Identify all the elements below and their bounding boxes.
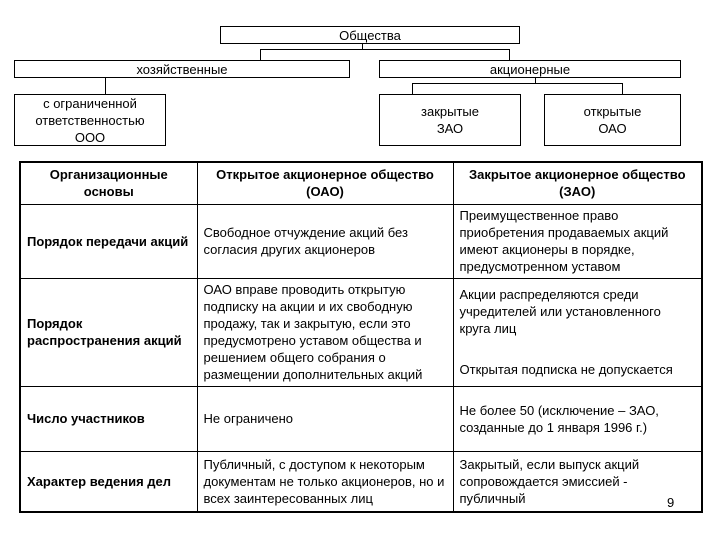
cell-oao: Не ограничено [197,386,453,451]
comparison-table [19,161,703,513]
node-khozyaistvennye [14,60,350,78]
cell-oao: Свободное отчуждение акций без согласия других акционеров [197,204,453,278]
table-header-row [20,162,702,204]
node-obshchestva [220,26,520,44]
node-ooo [14,94,166,146]
node-label: ЗАО [436,121,464,136]
header-osnovy: Организационные основы [20,162,197,204]
node-label: хозяйственные [136,61,228,77]
cell-zao: Не более 50 (исключение – ЗАО, созданные до 1 января 1996 г.) [453,386,702,451]
node-label: акционерные [489,61,571,77]
node-label: ОАО [598,121,627,136]
connector [412,83,623,84]
row-label: Число участников [20,386,197,451]
table-row [20,278,702,386]
header-oao: Открытое акционерное общество (ОАО) [197,162,453,204]
connector [105,77,106,94]
row-label: Характер ведения дел [20,451,197,512]
cell-zao: Преимущественное право приобретения продаваемых акций имеют акционеры в порядке, предусмотренном уставом [453,204,702,278]
node-aktsionernye [379,60,681,78]
connector [509,49,510,60]
connector [260,49,510,50]
page-number: 9 [667,495,675,510]
node-label: ответственностью [35,112,145,128]
node-label: Общества [339,27,401,43]
cell-oao: Публичный, с доступом к некоторым документам не только акционеров, но и всех заинтересованных лиц [197,451,453,512]
table-row [20,204,702,278]
cell-zao [453,278,702,386]
table-row [20,451,702,512]
row-label: Порядок распространения акций [20,278,197,386]
cell-text: Открытая подписка не допускается [459,362,673,377]
row-label: Порядок передачи акций [20,204,197,278]
connector [622,83,623,94]
node-label: закрытые [421,104,479,119]
connector [412,83,413,94]
node-label: ООО [74,129,106,145]
header-zao: Закрытое акционерное общество (ЗАО) [453,162,702,204]
cell-oao: ОАО вправе проводить открытую подписку на акции и их свободную продажу, так и закрытую, если это предусмотрено уставом общества и решением общего собрания о размещении дополнительных акций [197,278,453,386]
cell-text: Акции распределяются среди учредителей или установленного круга лиц [459,287,661,336]
node-label: открытые [583,104,642,119]
cell-zao: Закрытый, если выпуск акций сопровождается эмиссией - публичный [453,451,702,512]
table-row [20,386,702,451]
connector [260,49,261,60]
node-label: с ограниченной [43,95,137,111]
node-oao [544,94,681,146]
node-zao [379,94,521,146]
